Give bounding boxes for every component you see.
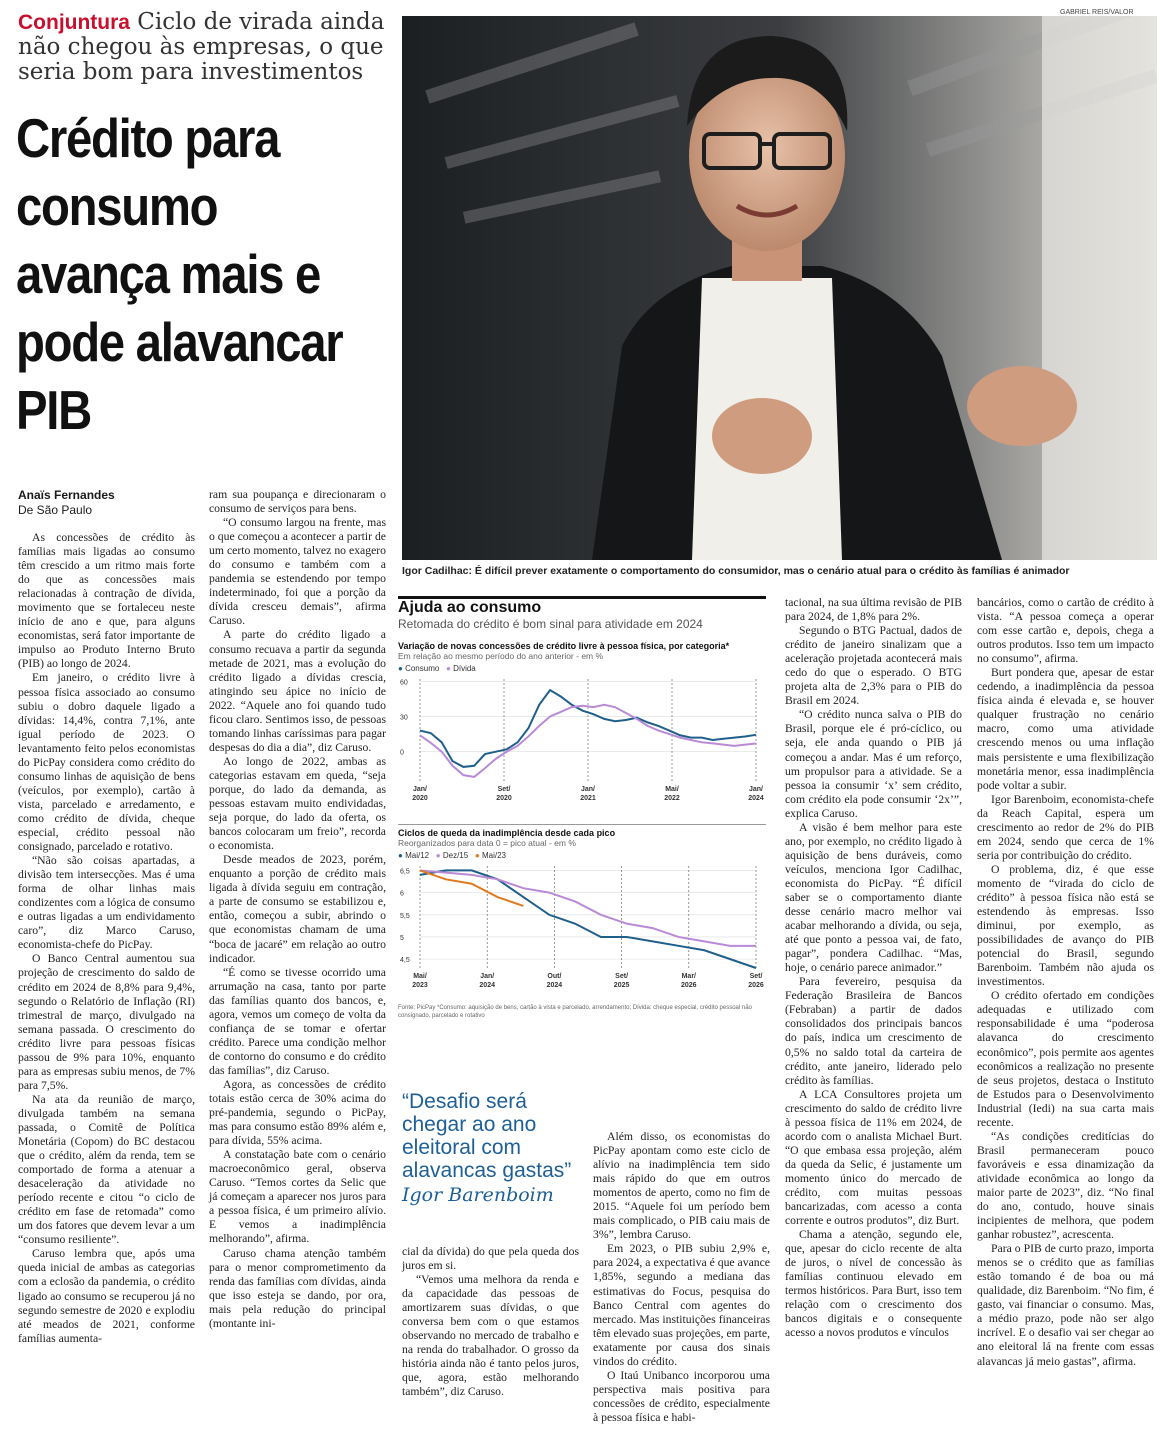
legend-divida: Dívida bbox=[453, 664, 476, 673]
paragraph: Agora, as concessões de crédito totais estão cerca de 30% acima do pré-pandemia, segundo o PicPay, mas para consumo estão 89% além e, para dívida, 55% acima. bbox=[209, 1077, 386, 1148]
chart2-subtitle: Reorganizados para data 0 = pico atual - em % bbox=[398, 838, 576, 848]
y-tick-label: 6 bbox=[400, 890, 404, 898]
section-tag: Conjuntura bbox=[18, 11, 130, 34]
chart2-legend bbox=[398, 851, 766, 860]
series-line-dez15 bbox=[420, 870, 756, 945]
article-column-4 bbox=[785, 596, 962, 1420]
pull-quote-text: “Desafio será chegar ao ano eleitoral com alavancas gastas” bbox=[402, 1090, 572, 1182]
chart1-title: Variação de novas concessões de crédito livre à pessoa física, por categoria* bbox=[398, 641, 730, 651]
paragraph: O problema, diz, é que esse momento de “virada do ciclo de crédito” à pessoa física não está se estendendo às empresas. Isso diminui, por exemplo, as possibilidades de avanço do PIB potencial do Brasil, segundo Barenboim. Também não ajuda os investimentos. bbox=[977, 862, 1154, 989]
legend-dot-icon: ● bbox=[398, 851, 403, 860]
paragraph: “O crédito nunca salva o PIB do Brasil, porque ele é pró-cíclico, ou seja, ele anda quando o PIB já começou a andar. Mas é um reforço, um propulsor para a atividade. Se a pessoa ia consumir ‘x’ sem crédito, com crédito ela pode consumir ‘2x’”, explica Caruso. bbox=[785, 708, 962, 820]
paragraph: Segundo o BTG Pactual, dados de crédito de janeiro sinalizam que a aceleração projetada acontecerá mais cedo do que o esperado. O BTG projeta alta de 2,3% para o PIB do Brasil em 2024. bbox=[785, 624, 962, 708]
x-tick-label: Mar/ bbox=[681, 973, 697, 980]
paragraph: A LCA Consultores projeta um crescimento do saldo de crédito livre à pessoa física de 11% em 2024, de acordo com o analista Michael Burt. “O que embasa essa projeção, além da queda da Selic, é justamente um momento único do mercado de crédito, com muitas pessoas bancarizadas, com acesso a conta corrente e outros produtos”, diz Burt. bbox=[785, 1087, 962, 1228]
legend-mai23: Mai/23 bbox=[481, 851, 506, 860]
paragraph: Chama a atenção, segundo ele, que, apesar do ciclo recente de alta de juros, o nível de concessão às famílias continuou elevado em termos históricos. Para Burt, isso tem relação com o crescimento dos bancos digitais e o consequente acesso a novos produtos e vínculos bbox=[785, 1228, 962, 1340]
paragraph: “Não são coisas apartadas, a divisão tem intersecções. Mas é uma forma de olhar linhas mais condizentes com a lógica de consumo e outras ligadas a um endividamento caro”, diz Marco Caruso, economista-chefe do PicPay. bbox=[18, 854, 195, 952]
x-tick-label: Out/ bbox=[547, 973, 562, 980]
paragraph: As concessões de crédito às famílias mais ligadas ao consumo têm crescido a um ritmo mais forte do que as concessões mais relacionadas à contração de dívida, movimento que se fortaleceu neste início de ano e que, para alguns economistas, será fator importante de impulso ao Produto Interno Bruto (PIB) ao longo de 2024. bbox=[18, 531, 195, 671]
paragraph: cial da dívida) do que pela queda dos juros em si. bbox=[402, 1245, 579, 1273]
series-line-mai12 bbox=[420, 870, 756, 968]
photo bbox=[402, 16, 1157, 560]
paragraph: Para o PIB de curto prazo, importa menos se o crédito que as famílias estão tomando é de boa ou má qualidade, diz Barenboim. “No fim, é gasto, vai financiar o consumo. Mas, a médio prazo, pode não ser algo incrível. E o desafio vai ser chegar ao ano eleitoral lá na frente com essas alavancas já meio gastas”, afirma. bbox=[977, 1242, 1154, 1368]
paragraph: O crédito ofertado em condições adequadas e utilizado com responsabilidade é uma “poderosa alavanca do crescimento econômico”, pois permite aos agentes econômicos a realização no presente de seus projetos, destaca o Instituto de Estudos para o Desenvolvimento Industrial (Iedi) na sua carta mais recente. bbox=[977, 989, 1154, 1129]
chart2-title: Ciclos de queda da inadimplência desde cada pico bbox=[398, 828, 616, 838]
paragraph: bancários, como o cartão de crédito à vista. “A pessoa começa a operar com esse cartão e, depois, chega a outros produtos. Isso tem um impacto no consumo”, afirma. bbox=[977, 596, 1154, 666]
x-tick-label: 2022 bbox=[664, 795, 680, 802]
x-tick-label: 2020 bbox=[412, 795, 428, 802]
photo-illustration bbox=[402, 16, 1157, 560]
y-tick-label: 6,5 bbox=[400, 868, 410, 876]
paragraph: Além disso, os economistas do PicPay apontam como este ciclo de alívio na inadimplência tem sido mais rápido do que em outros momentos de aperto, como no fim de 2015. “Aquele foi um período bem mais complicado, o PIB caiu mais de 3%”, lembra Caruso. bbox=[593, 1130, 770, 1242]
paragraph: Em 2023, o PIB subiu 2,9% e, para 2024, a expectativa é que avance 1,85%, segundo a mediana das estimativas do Focus, pesquisa do Banco Central com agentes do mercado. Mas instituições financeiras têm elevado suas projeções, em parte, exatamente por causa dos sinais vindos do crédito. bbox=[593, 1242, 770, 1368]
paragraph: Desde meados de 2023, porém, enquanto a porção de crédito mais ligada à dívida seguiu em contração, a parte de consumo se estabilizou e, então, começou a subir, abrindo o que economistas chamam de uma “boca de jacaré” em relação ao outro indicador. bbox=[209, 853, 386, 965]
paragraph: Na ata da reunião de março, divulgada também na semana passada, o Comitê de Política Monetária (Copom) do BC destacou que o crédito, além da renda, tem se comportado de forma a atenuar a desaceleração da atividade no período recente e citou “o ciclo de crédito em fase de retomada” como um dos fatores que devem levar a um “consumo resiliente”. bbox=[18, 1092, 195, 1247]
x-tick-label: 2025 bbox=[613, 982, 630, 989]
x-tick-label: 2024 bbox=[479, 982, 495, 989]
x-tick-label: 2023 bbox=[412, 982, 428, 989]
byline bbox=[18, 488, 115, 518]
x-tick-label: Jan/ bbox=[580, 786, 596, 793]
legend-mai12: Mai/12 bbox=[405, 851, 430, 860]
pull-quote bbox=[402, 1090, 592, 1207]
y-tick-label: 0 bbox=[400, 749, 404, 757]
x-tick-label: 2024 bbox=[748, 795, 764, 802]
photo-credit: GABRIEL REIS/VALOR bbox=[1060, 9, 1134, 16]
article-column-3b bbox=[593, 1130, 770, 1424]
paragraph: A constatação bate com o cenário macroeconômico geral, observa Caruso. “Temos cortes da Selic que já começam a aparecer nos juros para a pessoa física, é um primeiro alívio. E vemos a inadimplência melhorando”, afirma. bbox=[209, 1148, 386, 1246]
article-column-2 bbox=[209, 488, 386, 1420]
paragraph: Igor Barenboim, economista-chefe da Reach Capital, espera um crescimento ao redor de 2% do PIB em 2024, sendo que cerca de 1% seria por contribuição do crédito. bbox=[977, 792, 1154, 862]
article-column-1 bbox=[18, 531, 195, 1419]
legend-dot-icon: ● bbox=[446, 664, 451, 673]
headline: Crédito para consumo avança mais e pode alavancar PIB bbox=[16, 107, 343, 441]
byline-place: De São Paulo bbox=[18, 503, 93, 517]
x-tick-label: Mai/ bbox=[413, 973, 427, 980]
chart-divider bbox=[398, 824, 766, 825]
y-tick-label: 60 bbox=[400, 679, 408, 687]
paragraph: O Banco Central aumentou sua projeção de crescimento do saldo de crédito em 2024 de 8,8% para 9,4%, segundo o Relatório de Inflação (RI) trimestral de março, divulgado na semana passada. O crescimento do crédito livre para pessoas físicas passou de 9% para 10%, enquanto para as empresas subiu menos, de 7% para 7,5%. bbox=[18, 952, 195, 1092]
paragraph: “Vemos uma melhora da renda e da capacidade das pessoas de amortizarem suas dívidas, o que conversa bem com o que estamos observando no mercado de trabalho e na renda do trabalhador. O grosso da história ainda não é tanto pelos juros, que, agora, estão melhorando também”, diz Caruso. bbox=[402, 1273, 579, 1399]
x-tick-label: 2020 bbox=[496, 795, 512, 802]
paragraph: Em janeiro, o crédito livre à pessoa física associado ao consumo subiu o dobro daquele ligado a dívidas: 14,4%, contra 7,1%, ante igual período de 2023. O levantamento feito pelos economistas do PicPay considera como crédito do consumo linhas de aquisição de bens (veículos, por exemplo), cartão à vista, parcelado e arredamento, e como crédito de dívida, cheque especial, crédito pessoal não consignado, parcelado e rotativo. bbox=[18, 671, 195, 854]
x-tick-label: Jan/ bbox=[412, 786, 428, 793]
x-tick-label: 2024 bbox=[546, 982, 563, 989]
paragraph: A parte do crédito ligado a consumo recuava a partir da segunda metade de 2021, mas a evolução do crédito ligado a dívidas crescia, atingindo seu ápice no início de 2022. “Aquele ano foi quando tudo ficou claro. Sentimos isso, de pessoas tomando linhas caríssimas para pagar despesas do dia a dia”, diz Caruso. bbox=[209, 628, 386, 754]
chart1-legend bbox=[398, 664, 766, 673]
byline-author: Anaïs Fernandes bbox=[18, 488, 115, 502]
infobox-source: Fonte: PicPay *Consumo: aquisição de bens, cartão à vista e parcelado, arrendamento; Dívida: cheque especial, crédito pessoal não consignado, parcelado e rotativo bbox=[398, 1005, 752, 1019]
paragraph: O Itaú Unibanco incorporou uma perspectiva mais positiva para concessões de crédito, especialmente à pessoa física e habi- bbox=[593, 1368, 770, 1424]
article-column-5 bbox=[977, 596, 1154, 1420]
article-column-3a bbox=[402, 1245, 579, 1420]
y-tick-label: 5 bbox=[400, 934, 404, 942]
infobox-subtitle: Retomada do crédito é bom sinal para atividade em 2024 bbox=[398, 617, 703, 631]
x-tick-label: Set/ bbox=[497, 786, 511, 793]
kicker-text: Ciclo de virada ainda não chegou às empresas, o que seria bom para investimentos bbox=[18, 9, 385, 85]
paragraph: “As condições creditícias do Brasil permaneceram pouco favoráveis e essa dinamização da atividade econômica ao longo da maior parte de 2023”, diz. “No final do ano, contudo, houve sinais incipientes de melhora, que podem ganhar robustez”, acrescenta. bbox=[977, 1129, 1154, 1242]
photo-caption: Igor Cadilhac: É difícil prever exatamente o comportamento do consumidor, mas o cenário atual para o crédito às famílias é animador bbox=[402, 565, 1070, 577]
x-tick-label: 2021 bbox=[580, 795, 596, 802]
kicker bbox=[18, 10, 388, 85]
y-tick-label: 4,5 bbox=[400, 957, 410, 965]
paragraph: Ao longo de 2022, ambas as categorias estavam em queda, “seja porque, do lado da demanda, as pessoas estavam muito endividadas, seja porque, do lado da oferta, os bancos colocaram um freio”, recorda o economista. bbox=[209, 754, 386, 853]
chart1 bbox=[398, 673, 766, 813]
paragraph: Burt pondera que, apesar de estar cedendo, a inadimplência da pessoa física ainda é elevada e, se houver qualquer frustração no cenário macro, como uma atividade crescendo menos ou uma inflação mais persistente e uma flexibilização monetária menor, essa inadimplência pode voltar a subir. bbox=[977, 666, 1154, 792]
paragraph: A visão é bem melhor para este ano, por exemplo, no crédito ligado à aquisição de bens duráveis, como veículos, menciona Igor Cadilhac, economista do PicPay. “É difícil saber se o comportamento diante desse cenário macro melhor vai acabar melhorando a dívida, ou seja, até que ponto a pessoa vai, de fato, pagar”, pondera Cadilhac. “Mas, hoje, o cenário parece animador.” bbox=[785, 820, 962, 975]
paragraph: Para fevereiro, pesquisa da Federação Brasileira de Bancos (Febraban) a partir de dados consolidados dos principais bancos do país, indica um crescimento de 0,5% no saldo total da carteira de crédito, ante janeiro, liderado pelo crédito às famílias. bbox=[785, 975, 962, 1087]
x-tick-label: Jan/ bbox=[748, 786, 764, 793]
chart2 bbox=[398, 860, 766, 1000]
paragraph: “O consumo largou na frente, mas o que começou a acontecer a partir de um certo momento, talvez no exagero do consumo e também com a pandemia se estendendo por tempo indeterminado, foi que a porção da dívida cresceu demais”, afirma Caruso. bbox=[209, 516, 386, 628]
x-tick-label: Set/ bbox=[749, 973, 763, 980]
legend-dot-icon: ● bbox=[398, 664, 403, 673]
legend-consumo: Consumo bbox=[405, 664, 440, 673]
paragraph: tacional, na sua última revisão de PIB para 2024, de 1,8% para 2%. bbox=[785, 596, 962, 624]
x-tick-label: Set/ bbox=[615, 973, 629, 980]
y-tick-label: 5,5 bbox=[400, 912, 410, 920]
x-tick-label: 2026 bbox=[748, 982, 764, 989]
paragraph: ram sua poupança e direcionaram o consumo de serviços para bens. bbox=[209, 488, 386, 516]
chart1-subtitle: Em relação ao mesmo período do ano anterior - em % bbox=[398, 651, 604, 661]
legend-dez15: Dez/15 bbox=[442, 851, 469, 860]
legend-dot-icon: ● bbox=[474, 851, 480, 860]
paragraph: Caruso chama atenção também para o menor comprometimento da renda das famílias com dívidas, ainda que isso esteja se dando, por ora, mais pela redução do principal (montante ini- bbox=[209, 1246, 386, 1330]
x-tick-label: 2026 bbox=[681, 982, 697, 989]
legend-dot-icon: ● bbox=[435, 851, 441, 860]
x-tick-label: Mai/ bbox=[665, 786, 679, 793]
infobox bbox=[398, 596, 766, 1076]
infobox-title: Ajuda ao consumo bbox=[398, 599, 542, 616]
y-tick-label: 30 bbox=[400, 714, 408, 722]
paragraph: Caruso lembra que, após uma queda inicial de ambas as categorias com a eclosão da pandemia, o crédito ligado ao consumo se recuperou já no segundo semestre de 2020 e explodiu até meados de 2021, conforme famílias aumenta- bbox=[18, 1247, 195, 1345]
paragraph: “É como se tivesse ocorrido uma arrumação na casa, tanto por parte das famílias quanto dos bancos, e, agora, vemos um começo de volta da confiança de se tomar e ofertar crédito. Parece uma condição melhor de contorno do consumo e do crédito das famílias”, diz Caruso. bbox=[209, 965, 386, 1077]
x-tick-label: Jan/ bbox=[480, 973, 495, 980]
pull-quote-author: Igor Barenboim bbox=[402, 1184, 554, 1206]
